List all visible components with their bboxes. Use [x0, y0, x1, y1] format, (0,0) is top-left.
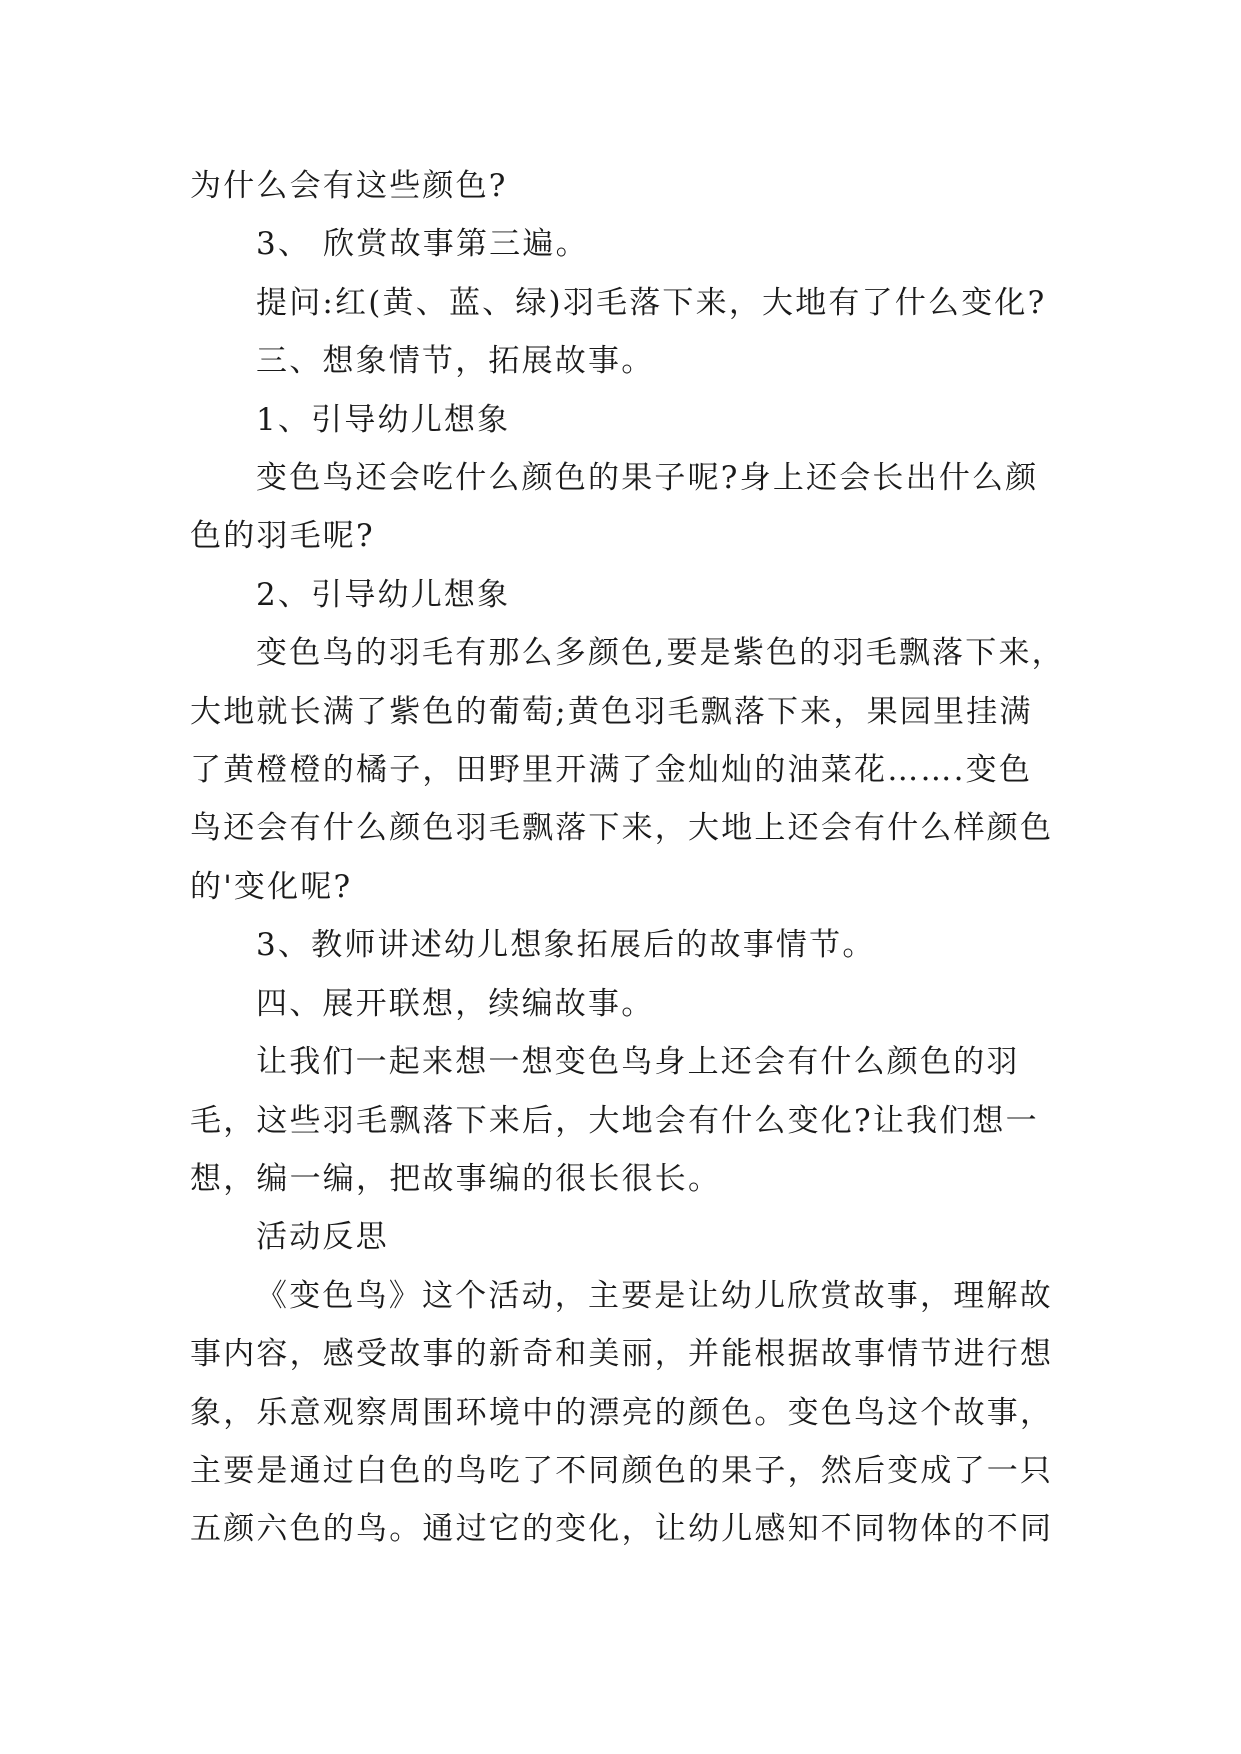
- text-line: 提问:红(黄、蓝、绿)羽毛落下来，大地有了什么变化?: [256, 284, 1047, 321]
- text-line: 变色鸟还会吃什么颜色的果子呢?身上还会长出什么颜: [256, 460, 1039, 497]
- text-line: 3、 欣赏故事第三遍。: [256, 226, 589, 263]
- section-heading: 四、展开联想，续编故事。: [256, 985, 655, 1022]
- text-line: 鸟还会有什么颜色羽毛飘落下来，大地上还会有什么样颜色: [190, 810, 1054, 847]
- text-line: 想，编一编，把故事编的很长很长。: [190, 1160, 722, 1197]
- text-line: 五颜六色的鸟。通过它的变化，让幼儿感知不同物体的不同: [190, 1511, 1054, 1548]
- text-line: 了黄橙橙的橘子，田野里开满了金灿灿的油菜花…….变色: [190, 752, 1033, 789]
- document-body: [190, 157, 1065, 1559]
- text-line: 毛，这些羽毛飘落下来后，大地会有什么变化?让我们想一: [190, 1102, 1039, 1139]
- text-line: 象，乐意观察周围环境中的漂亮的颜色。变色鸟这个故事，: [190, 1394, 1054, 1431]
- text-line: 色的羽毛呢?: [190, 518, 375, 555]
- text-line: 3、教师讲述幼儿想象拓展后的故事情节。: [256, 927, 876, 964]
- text-line: 1、引导幼儿想象: [256, 401, 511, 438]
- section-heading: 活动反思: [256, 1219, 389, 1256]
- text-line: 让我们一起来想一想变色鸟身上还会有什么颜色的羽: [256, 1044, 1020, 1081]
- text-line: 主要是通过白色的鸟吃了不同颜色的果子，然后变成了一只: [190, 1452, 1054, 1489]
- text-line: 变色鸟的羽毛有那么多颜色,要是紫色的羽毛飘落下来，: [256, 635, 1065, 672]
- text-line: 大地就长满了紫色的葡萄;黄色羽毛飘落下来，果园里挂满: [190, 693, 1033, 730]
- text-line: 为什么会有这些颜色?: [190, 168, 508, 204]
- text-line: 事内容，感受故事的新奇和美丽，并能根据故事情节进行想: [190, 1336, 1054, 1373]
- text-line: 《变色鸟》这个活动，主要是让幼儿欣赏故事，理解故: [256, 1277, 1053, 1314]
- section-heading: 三、想象情节，拓展故事。: [256, 343, 655, 380]
- text-line: 的'变化呢?: [190, 868, 353, 905]
- text-line: 2、引导幼儿想象: [256, 576, 511, 613]
